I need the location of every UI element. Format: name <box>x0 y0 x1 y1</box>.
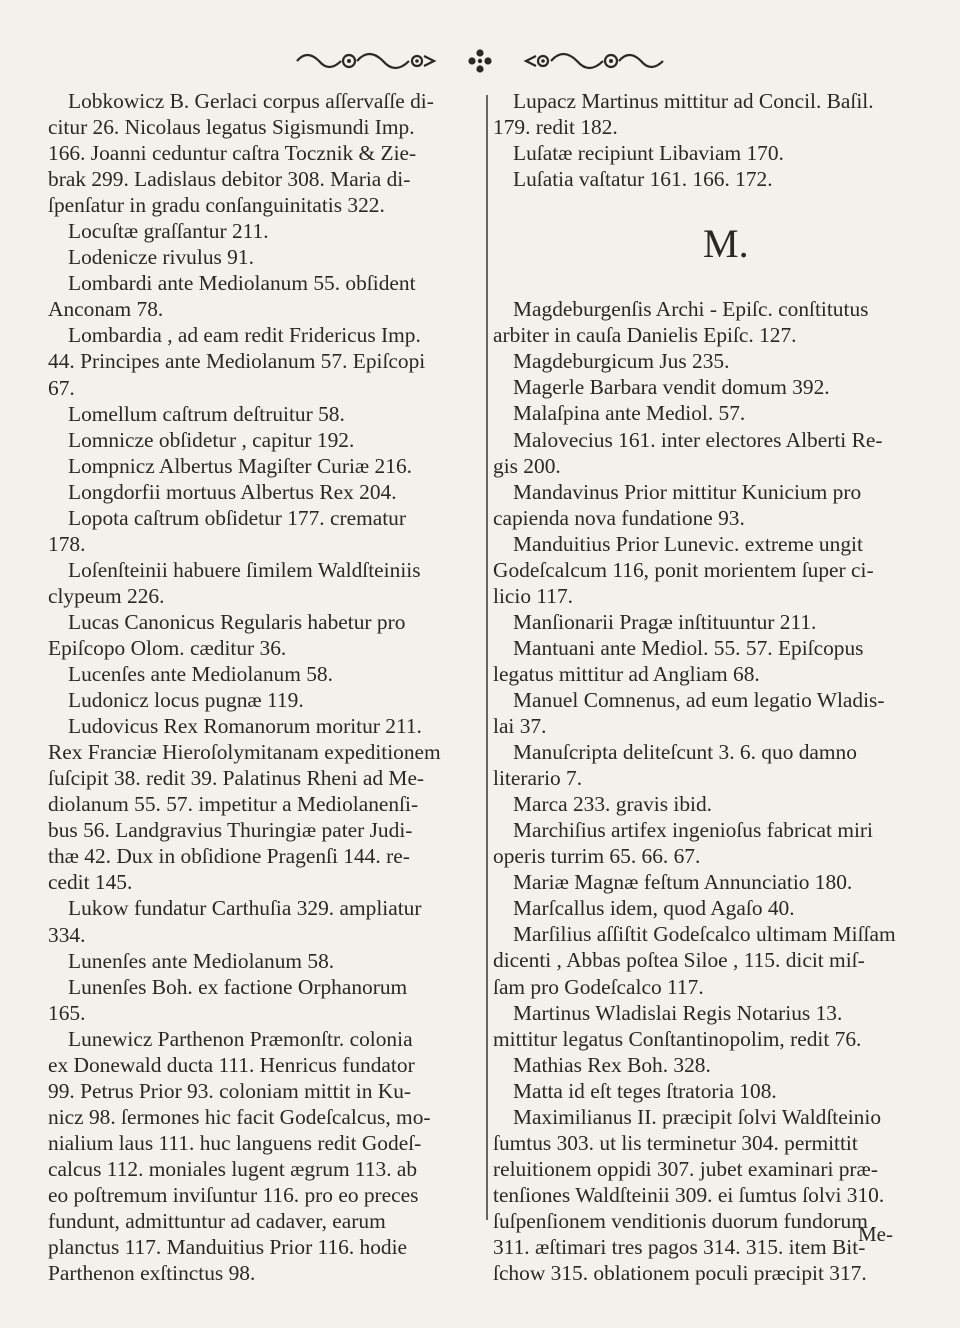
index-line: Mariæ Magnæ feſtum Annunciatio 180. <box>513 870 853 895</box>
index-line: Lombardia , ad eam redit Fridericus Imp. <box>68 323 421 348</box>
index-line: Malaſpina ante Mediol. 57. <box>513 401 746 426</box>
index-line: 99. Petrus Prior 93. coloniam mittit in Ku- <box>48 1078 412 1103</box>
index-line: bus 56. Landgravius Thuringiæ pater Judi- <box>48 818 413 843</box>
index-line: Manduitius Prior Lunevic. extreme ungit <box>513 531 863 556</box>
index-line: Lunenſes ante Mediolanum 58. <box>68 948 335 973</box>
index-line: Lomnicze obſidetur , capitur 192. <box>68 427 355 452</box>
index-line: Lompnicz Albertus Magiſter Curiæ 216. <box>68 453 412 478</box>
index-line: Lomellum caſtrum deſtruitur 58. <box>68 401 345 426</box>
index-line: planctus 117. Manduitius Prior 116. hodie <box>48 1235 408 1260</box>
index-line: citur 26. Nicolaus legatus Sigismundi Imp. <box>48 115 415 140</box>
index-line: legatus mittitur ad Angliam 68. <box>493 661 760 686</box>
index-line: Marchiſius artifex ingenioſus fabricat miri <box>513 818 873 843</box>
index-line: Lucenſes ante Mediolanum 58. <box>68 662 333 687</box>
index-line: Longdorfii mortuus Albertus Rex 204. <box>68 479 397 504</box>
index-line: thæ 42. Dux in obſidione Pragenſi 144. re- <box>48 844 410 869</box>
right-fleuron-icon <box>519 46 669 76</box>
index-line: Lobkowicz B. Gerlaci corpus aſſervaſſe di- <box>68 89 434 113</box>
left-fleuron-icon <box>291 46 441 76</box>
index-line: gis 200. <box>493 453 561 478</box>
index-line: Manuel Comnenus, ad eum legatio Wladis- <box>513 687 885 712</box>
index-line: Mantuani ante Mediol. 55. 57. Epiſcopus <box>513 635 864 660</box>
index-line: capienda nova fundatione 93. <box>493 505 745 530</box>
index-line: 179. redit 182. <box>493 115 618 140</box>
index-line: 166. Joanni ceduntur caſtra Tocznik & Zie- <box>48 141 417 166</box>
index-line: Godeſcalcum 116, ponit morientem ſuper ci- <box>493 557 874 582</box>
header-ornament <box>0 44 960 78</box>
index-line: mittitur legatus Conſtantinopolim, redit 76. <box>493 1026 862 1051</box>
index-line: arbiter in cauſa Danielis Epiſc. 127. <box>493 323 797 348</box>
index-line: licio 117. <box>493 583 574 608</box>
index-line <box>493 270 931 296</box>
index-line: Lukow fundatur Carthuſia 329. ampliatur <box>68 896 422 921</box>
index-line: 44. Principes ante Mediolanum 57. Epiſcopi <box>48 349 426 374</box>
index-line: Mandavinus Prior mittitur Kunicium pro <box>513 479 862 504</box>
index-line: ex Donewald ducta 111. Henricus fundator <box>48 1052 415 1077</box>
index-line: Ludovicus Rex Romanorum moritur 211. <box>68 714 422 739</box>
index-line: fundunt, admittuntur ad cadaver, earum <box>48 1209 386 1234</box>
index-line: 311. æſtimari tres pagos 314. 315. item Bit- <box>493 1234 866 1259</box>
index-line: Magerle Barbara vendit domum 392. <box>513 375 830 400</box>
index-line: ſam pro Godeſcalco 117. <box>493 974 704 999</box>
index-line: Magdeburgenſis Archi - Epiſc. conſtitutus <box>513 297 869 322</box>
index-line: Lunewicz Parthenon Præmonſtr. colonia <box>68 1026 413 1051</box>
index-line: Malovecius 161. inter electores Alberti Re- <box>513 427 883 452</box>
index-line: brak 299. Ladislaus debitor 308. Maria di- <box>48 167 411 192</box>
index-line: Anconam 78. <box>48 297 164 322</box>
index-line: Marſcallus idem, quod Agaſo 40. <box>513 896 795 921</box>
catchword: Me- <box>858 1222 893 1246</box>
index-line: Parthenon exſtinctus 98. <box>48 1261 256 1286</box>
index-line: Lupacz Martinus mittitur ad Concil. Baſil. <box>513 89 874 113</box>
index-line: Mathias Rex Boh. 328. <box>513 1052 711 1077</box>
index-line: diolanum 55. 57. impetitur a Mediolanenſi- <box>48 792 419 817</box>
index-line: ſpenſatur in gradu conſanguinitatis 322. <box>48 193 385 218</box>
index-line: tenſiones Waldſteinii 309. ei ſumtus ſolvi 310. <box>493 1182 885 1207</box>
index-line: ſchow 315. oblationem poculi præcipit 317. <box>493 1261 867 1286</box>
index-line: Ludonicz locus pugnæ 119. <box>68 688 304 713</box>
index-line: Locuſtæ graſſantur 211. <box>68 219 269 244</box>
index-line: dicenti , Abbas poſtea Siloe , 115. dicit miſ- <box>493 948 865 973</box>
index-line: 165. <box>48 1000 86 1025</box>
index-line: 178. <box>48 531 86 556</box>
index-line: 67. <box>48 375 75 400</box>
column-divider <box>486 95 488 1220</box>
index-line: nicz 98. ſermones hic facit Godeſcalcus, mo- <box>48 1104 431 1129</box>
index-line: Lunenſes Boh. ex factione Orphanorum <box>68 974 408 999</box>
left-index-column <box>48 88 480 1286</box>
index-line: Lodenicze rivulus 91. <box>68 245 254 270</box>
index-line: reluitionem oppidi 307. jubet examinari præ- <box>493 1156 878 1181</box>
index-line: ſuſcipit 38. redit 39. Palatinus Rheni ad Me- <box>48 766 425 791</box>
index-line: Luſatæ recipiunt Libaviam 170. <box>513 141 784 166</box>
index-line: ſumtus 303. ut lis terminetur 304. permittit <box>493 1130 858 1155</box>
index-line: Manſionarii Pragæ inſtituuntur 211. <box>513 609 817 634</box>
index-line: Manuſcripta deliteſcunt 3. 6. quo damno <box>513 740 857 765</box>
index-line: Lombardi ante Mediolanum 55. obſident <box>68 271 416 296</box>
index-line <box>493 192 931 218</box>
index-line: Epiſcopo Olom. cæditur 36. <box>48 635 287 660</box>
index-line: Luſatia vaſtatur 161. 166. 172. <box>513 167 773 192</box>
center-flower-icon <box>467 48 493 74</box>
index-line: Marſilius aſſiſtit Godeſcalco ultimam Miſſam <box>513 922 896 947</box>
index-line: Rex Franciæ Hieroſolymitanam expeditionem <box>48 740 441 765</box>
index-line: literario 7. <box>493 766 583 791</box>
index-line: clypeum 226. <box>48 583 165 608</box>
index-line: Marca 233. gravis ibid. <box>513 792 713 817</box>
index-line: calcus 112. moniales lugent ægrum 113. ab <box>48 1156 418 1181</box>
index-line: Lopota caſtrum obſidetur 177. crematur <box>68 505 406 530</box>
index-line: nialium laus 111. huc languens redit Godeſ- <box>48 1130 422 1155</box>
index-line: cedit 145. <box>48 870 133 895</box>
index-line: operis turrim 65. 66. 67. <box>493 844 701 869</box>
index-line: Martinus Wladislai Regis Notarius 13. <box>513 1000 843 1025</box>
index-line: ſuſpenſionem venditionis duorum fundorum <box>493 1208 868 1233</box>
index-line: lai 37. <box>493 714 547 739</box>
index-line: Magdeburgicum Jus 235. <box>513 349 730 374</box>
index-line: Loſenſteinii habuere ſimilem Waldſteiniis <box>68 557 421 582</box>
section-letter-heading: M. <box>703 221 749 267</box>
index-line: Maximilianus II. præcipit ſolvi Waldſteinio <box>513 1104 882 1129</box>
index-line: 334. <box>48 922 86 947</box>
index-line: eo poſtremum inviſuntur 116. pro eo preces <box>48 1182 419 1207</box>
right-index-column <box>493 88 931 1286</box>
index-line: Lucas Canonicus Regularis habetur pro <box>68 609 406 634</box>
index-line: Matta id eſt teges ſtratoria 108. <box>513 1078 777 1103</box>
